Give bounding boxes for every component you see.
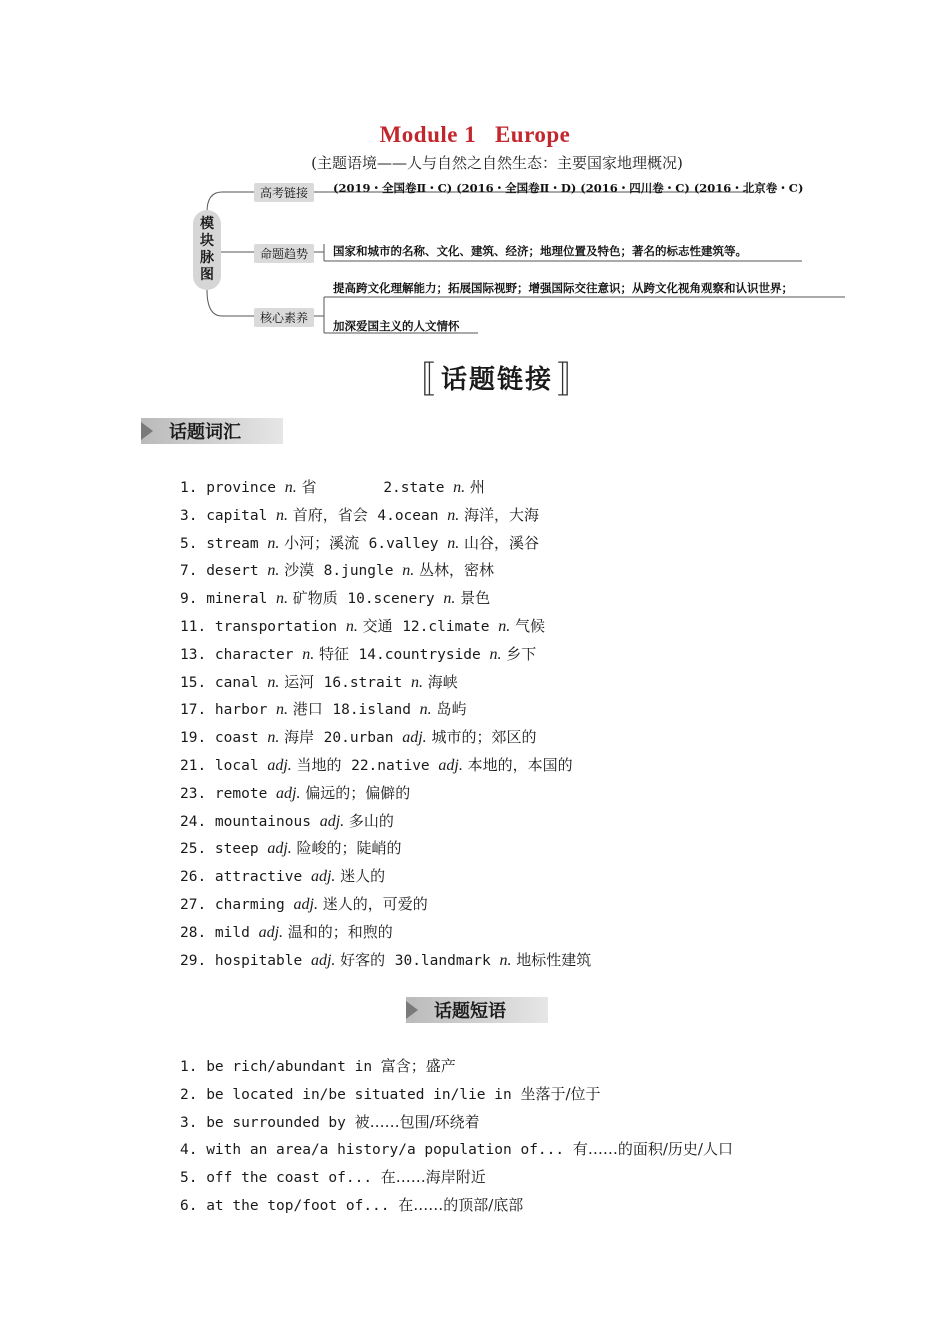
vocab-meaning: 乡下: [501, 644, 537, 663]
vocab-row: [180, 780, 591, 808]
vocab-pos: n.: [267, 562, 280, 580]
vocab-pos: n.: [402, 562, 415, 580]
phrase-row: [180, 1081, 733, 1109]
vocab-pos: adj.: [258, 923, 284, 941]
vocab-meaning: 省: [296, 478, 317, 496]
vocab-pos: n.: [453, 479, 466, 496]
vocab-meaning: 州: [465, 478, 485, 496]
vocab-pos: n.: [498, 617, 511, 635]
vocab-pos: adj.: [310, 951, 336, 969]
vocab-word: 19. coast: [180, 730, 268, 747]
branch-trend-label: 命题趋势: [254, 244, 314, 263]
vocab-meaning: 地标性建筑: [511, 950, 592, 969]
vocab-row: [180, 530, 591, 558]
vocab-word: 25. steep: [180, 841, 268, 858]
vocab-pos: adj.: [319, 812, 345, 830]
vocab-word: 26. attractive: [180, 869, 311, 886]
vocab-meaning: 矿物质: [288, 589, 338, 608]
gap: [314, 561, 324, 579]
vocab-word: 12.climate: [402, 618, 499, 635]
vocab-word: 3. capital: [180, 507, 277, 524]
vocab-word: 10.scenery: [347, 591, 444, 608]
vocab-meaning: 港口: [288, 700, 323, 719]
phrase-zh: 在……海岸附近: [380, 1168, 486, 1187]
vocab-pos: n.: [267, 729, 280, 747]
gap: [314, 728, 324, 746]
branch-gaokao-text: (2019・全国卷Ⅱ・C) (2016・全国卷Ⅱ・D) (2016・四川卷・C) (2016・北京卷・C): [333, 181, 804, 195]
vocab-pos: adj.: [276, 784, 301, 802]
phrase-en: 3. be surrounded by: [180, 1114, 355, 1131]
vocab-pos: n.: [267, 673, 280, 691]
phrase-zh: 富含；盛产: [380, 1057, 456, 1075]
vocab-meaning: 当地的: [291, 755, 342, 774]
vocab-meaning: 海岸: [279, 728, 315, 747]
vocab-word: 9. mineral: [180, 591, 277, 608]
vocab-meaning: 山谷，溪谷: [459, 533, 539, 552]
branch-literacy-label: 核心素养: [254, 308, 314, 327]
phrase-en: 6. at the top/foot of...: [180, 1197, 399, 1214]
vocab-word: 8.jungle: [323, 563, 403, 580]
vocab-word: 15. canal: [180, 674, 268, 691]
vocab-row: [180, 502, 591, 530]
mind-map-root: [193, 210, 221, 290]
vocab-row: [180, 474, 591, 502]
gap: [314, 673, 324, 691]
vocab-word: 2.state: [383, 480, 454, 496]
vocab-row: [180, 835, 591, 863]
vocab-row: [180, 891, 591, 919]
root-char: 脉: [200, 250, 214, 266]
vocab-meaning: 迷人的: [335, 867, 386, 886]
gap: [323, 700, 333, 718]
page-title: Module 1 Europe: [379, 122, 571, 147]
vocab-meaning: 好客的: [335, 950, 386, 969]
vocab-meaning: 迷人的，可爱的: [317, 894, 428, 913]
vocab-row: [180, 752, 591, 780]
vocab-word: 27. charming: [180, 896, 294, 913]
bracket-left-icon: 〚: [398, 360, 437, 401]
vocab-pos: n.: [447, 534, 460, 552]
vocab-pos: adj.: [402, 729, 427, 747]
vocab-word: 1. province: [180, 480, 285, 496]
vocab-pos: adj.: [293, 895, 318, 913]
vocab-meaning: 险峻的；陡峭的: [291, 839, 402, 858]
vocab-word: 14.countryside: [358, 646, 490, 663]
vocab-word: 24. mountainous: [180, 813, 320, 830]
vocab-word: 21. local: [180, 757, 268, 774]
gap: [338, 589, 348, 607]
section-label: 话题词汇: [169, 422, 241, 443]
phrase-en: 5. off the coast of...: [180, 1170, 381, 1187]
chevron-right-icon: [402, 997, 428, 1023]
vocab-meaning: 本地的，本国的: [462, 755, 573, 774]
vocab-word: 4.ocean: [377, 507, 448, 524]
vocab-word: 5. stream: [180, 535, 268, 552]
bracket-right-icon: 〛: [557, 360, 596, 401]
vocab-pos: n.: [276, 590, 289, 608]
banner-label: 话题链接: [440, 365, 553, 395]
root-char: 模: [200, 216, 214, 232]
vocab-word: 6.valley: [368, 535, 448, 552]
vocab-pos: adj.: [267, 756, 292, 774]
branch-literacy-text: 提高跨文化理解能力；拓展国际视野；增强国际交往意识；从跨文化视角观察和认识世界；: [333, 281, 793, 295]
vocab-pos: n.: [447, 506, 460, 524]
vocab-meaning: 气候: [510, 616, 546, 635]
vocab-meaning: 偏远的；偏僻的: [300, 783, 411, 802]
branch-literacy-text-2: 加深爱国主义的人文情怀: [333, 319, 460, 333]
gap: [385, 951, 395, 969]
vocab-meaning: 岛屿: [431, 700, 467, 719]
vocab-pos: n.: [499, 951, 512, 969]
vocab-pos: adj.: [267, 840, 292, 858]
vocab-meaning: 城市的；郊区的: [426, 728, 537, 747]
phrase-zh: 有……的面积/历史/人口: [572, 1140, 733, 1159]
vocab-word: 29. hospitable: [180, 952, 311, 969]
gap: [342, 756, 352, 774]
gap: [393, 617, 403, 635]
vocab-meaning: 交通: [357, 616, 393, 635]
vocab-word: 13. character: [180, 646, 303, 663]
page-subtitle: (主题语境——人与自然之自然生态：主要国家地理概况): [311, 154, 683, 172]
phrase-en: 4. with an area/a history/a population of...: [180, 1142, 573, 1159]
branch-trend-text: 国家和城市的名称、文化、建筑、经济；地理位置及特色；著名的标志性建筑等。: [333, 244, 747, 258]
vocab-pos: adj.: [438, 756, 463, 774]
gap: [349, 645, 359, 663]
gap: [317, 478, 384, 496]
vocab-meaning: 运河: [279, 672, 315, 691]
vocab-pos: n.: [489, 645, 502, 663]
vocab-pos: n.: [302, 645, 315, 663]
vocab-row: [180, 613, 591, 641]
phrase-en: 2. be located in/be situated in/lie in: [180, 1086, 521, 1103]
vocab-word: 11. transportation: [180, 618, 346, 635]
section-label: 话题短语: [434, 1001, 506, 1022]
vocab-row: [180, 585, 591, 613]
vocab-pos: n.: [276, 701, 289, 719]
vocab-list: [180, 474, 591, 974]
phrase-row: [180, 1053, 733, 1081]
vocab-word: 17. harbor: [180, 702, 277, 719]
vocab-pos: n.: [276, 506, 289, 524]
phrase-row: [180, 1136, 733, 1164]
vocab-word: 7. desert: [180, 563, 268, 580]
root-char: 图: [200, 267, 214, 283]
vocab-word: 30.landmark: [394, 952, 500, 969]
vocab-pos: adj.: [310, 868, 336, 886]
phrase-zh: 在……的顶部/底部: [398, 1195, 524, 1214]
vocab-meaning: 丛林，密林: [414, 561, 494, 580]
vocab-pos: n.: [410, 673, 423, 691]
vocab-pos: n.: [419, 701, 432, 719]
module-mind-map: [0, 0, 950, 345]
vocab-pos: n.: [267, 534, 280, 552]
vocab-meaning: 温和的；和煦的: [283, 922, 393, 941]
vocab-row: [180, 947, 591, 975]
phrase-row: [180, 1192, 733, 1220]
vocab-row: [180, 669, 591, 697]
section-header-phrases: [402, 997, 548, 1023]
vocab-word: 23. remote: [180, 785, 277, 802]
vocab-row: [180, 724, 591, 752]
topic-banner: [0, 352, 950, 403]
vocab-row: [180, 863, 591, 891]
vocab-row: [180, 808, 591, 836]
vocab-word: 18.island: [332, 702, 420, 719]
vocab-row: [180, 919, 591, 947]
vocab-pos: n.: [284, 479, 297, 496]
vocab-meaning: 海洋，大海: [459, 505, 539, 524]
gap: [359, 534, 369, 552]
vocab-word: 20.urban: [323, 730, 403, 747]
branch-gaokao-label: 高考链接: [254, 183, 314, 202]
phrase-list: [180, 1053, 733, 1220]
vocab-word: 28. mild: [180, 924, 259, 941]
vocab-meaning: 特征: [314, 644, 349, 663]
vocab-meaning: 首府，省会: [288, 505, 368, 524]
vocab-meaning: 小河；溪流: [279, 533, 360, 552]
vocab-row: [180, 696, 591, 724]
phrase-row: [180, 1164, 733, 1192]
vocab-word: 22.native: [351, 757, 439, 774]
phrase-en: 1. be rich/abundant in: [180, 1059, 381, 1075]
phrase-row: [180, 1109, 733, 1137]
root-char: 块: [200, 233, 214, 249]
vocab-word: 16.strait: [323, 674, 411, 691]
phrase-zh: 被……包围/环绕着: [354, 1112, 480, 1131]
phrase-zh: 坐落于/位于: [520, 1084, 601, 1103]
vocab-row: [180, 557, 591, 585]
section-header-vocab: [137, 418, 283, 444]
vocab-meaning: 多山的: [344, 811, 394, 830]
vocab-row: [180, 641, 591, 669]
vocab-meaning: 景色: [455, 589, 491, 608]
chevron-right-icon: [137, 418, 163, 444]
gap: [368, 506, 378, 524]
vocab-pos: n.: [345, 617, 358, 635]
vocab-meaning: 海峡: [422, 672, 458, 691]
vocab-pos: n.: [443, 590, 456, 608]
vocab-meaning: 沙漠: [279, 561, 315, 580]
